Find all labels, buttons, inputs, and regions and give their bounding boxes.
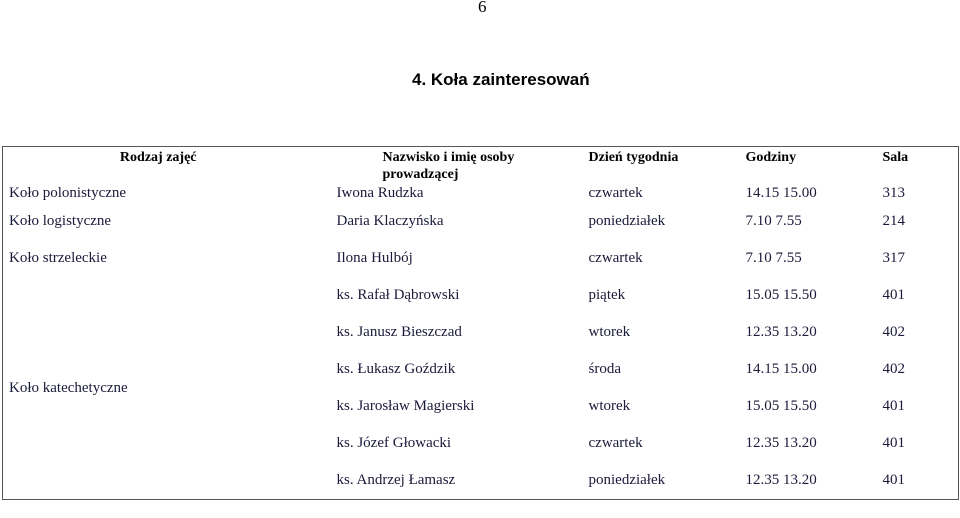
cell-room: 401 [882, 472, 905, 488]
cell-person: Daria Klaczyńska [336, 213, 444, 229]
cell-type: Koło polonistyczne [9, 185, 127, 201]
table-row [3, 185, 959, 203]
cell-day: poniedziałek [588, 213, 666, 229]
cell-day: wtorek [588, 324, 631, 340]
cell-room: 402 [882, 361, 905, 377]
header-person: Nazwisko i imię osoby prowadzącej [382, 150, 515, 182]
cell-day: piątek [588, 287, 626, 303]
cell-room: 214 [882, 213, 905, 229]
cell-type-group: Koło katechetyczne [9, 379, 128, 396]
cell-type: Koło logistyczne [9, 213, 112, 229]
cell-hours: 14.15 15.00 [745, 361, 817, 377]
cell-hours: 12.35 13.20 [745, 472, 817, 488]
cell-room: 402 [882, 324, 905, 340]
cell-room: 401 [882, 398, 905, 414]
cell-person: ks. Janusz Bieszczad [336, 324, 462, 340]
cell-day: środa [588, 361, 621, 377]
cell-room: 317 [882, 250, 905, 266]
cell-hours: 7.10 7.55 [745, 250, 802, 266]
page-number: 6 [478, 0, 487, 16]
table-row [3, 203, 959, 240]
table-row [3, 277, 959, 314]
table-row [3, 240, 959, 277]
cell-day: poniedziałek [588, 472, 666, 488]
cell-day: czwartek [588, 250, 643, 266]
header-hours: Godziny [745, 150, 797, 165]
cell-type: Koło strzeleckie [9, 250, 107, 266]
cell-hours: 12.35 13.20 [745, 324, 817, 340]
cell-day: czwartek [588, 185, 643, 201]
cell-hours: 15.05 15.50 [745, 398, 817, 414]
cell-person: ks. Andrzej Łamasz [336, 472, 456, 488]
cell-person: ks. Rafał Dąbrowski [336, 287, 460, 303]
table-header-row [3, 147, 959, 186]
cell-room: 401 [882, 287, 905, 303]
cell-day: wtorek [588, 398, 631, 414]
cell-person: Ilona Hulbój [336, 250, 413, 266]
cell-person: ks. Jarosław Magierski [336, 398, 475, 414]
cell-person: ks. Józef Głowacki [336, 435, 452, 451]
cell-hours: 7.10 7.55 [745, 213, 802, 229]
cell-day: czwartek [588, 435, 643, 451]
cell-person: ks. Łukasz Goździk [336, 361, 456, 377]
header-day: Dzień tygodnia [588, 150, 679, 165]
cell-person: Iwona Rudzka [336, 185, 424, 201]
header-type: Rodzaj zajęć [119, 150, 197, 165]
cell-hours: 15.05 15.50 [745, 287, 817, 303]
activities-table [2, 146, 959, 500]
cell-room: 313 [882, 185, 905, 201]
cell-hours: 14.15 15.00 [745, 185, 817, 201]
cell-hours: 12.35 13.20 [745, 435, 817, 451]
section-title: 4. Koła zainteresowań [412, 70, 590, 89]
header-room: Sala [882, 150, 909, 165]
cell-room: 401 [882, 435, 905, 451]
